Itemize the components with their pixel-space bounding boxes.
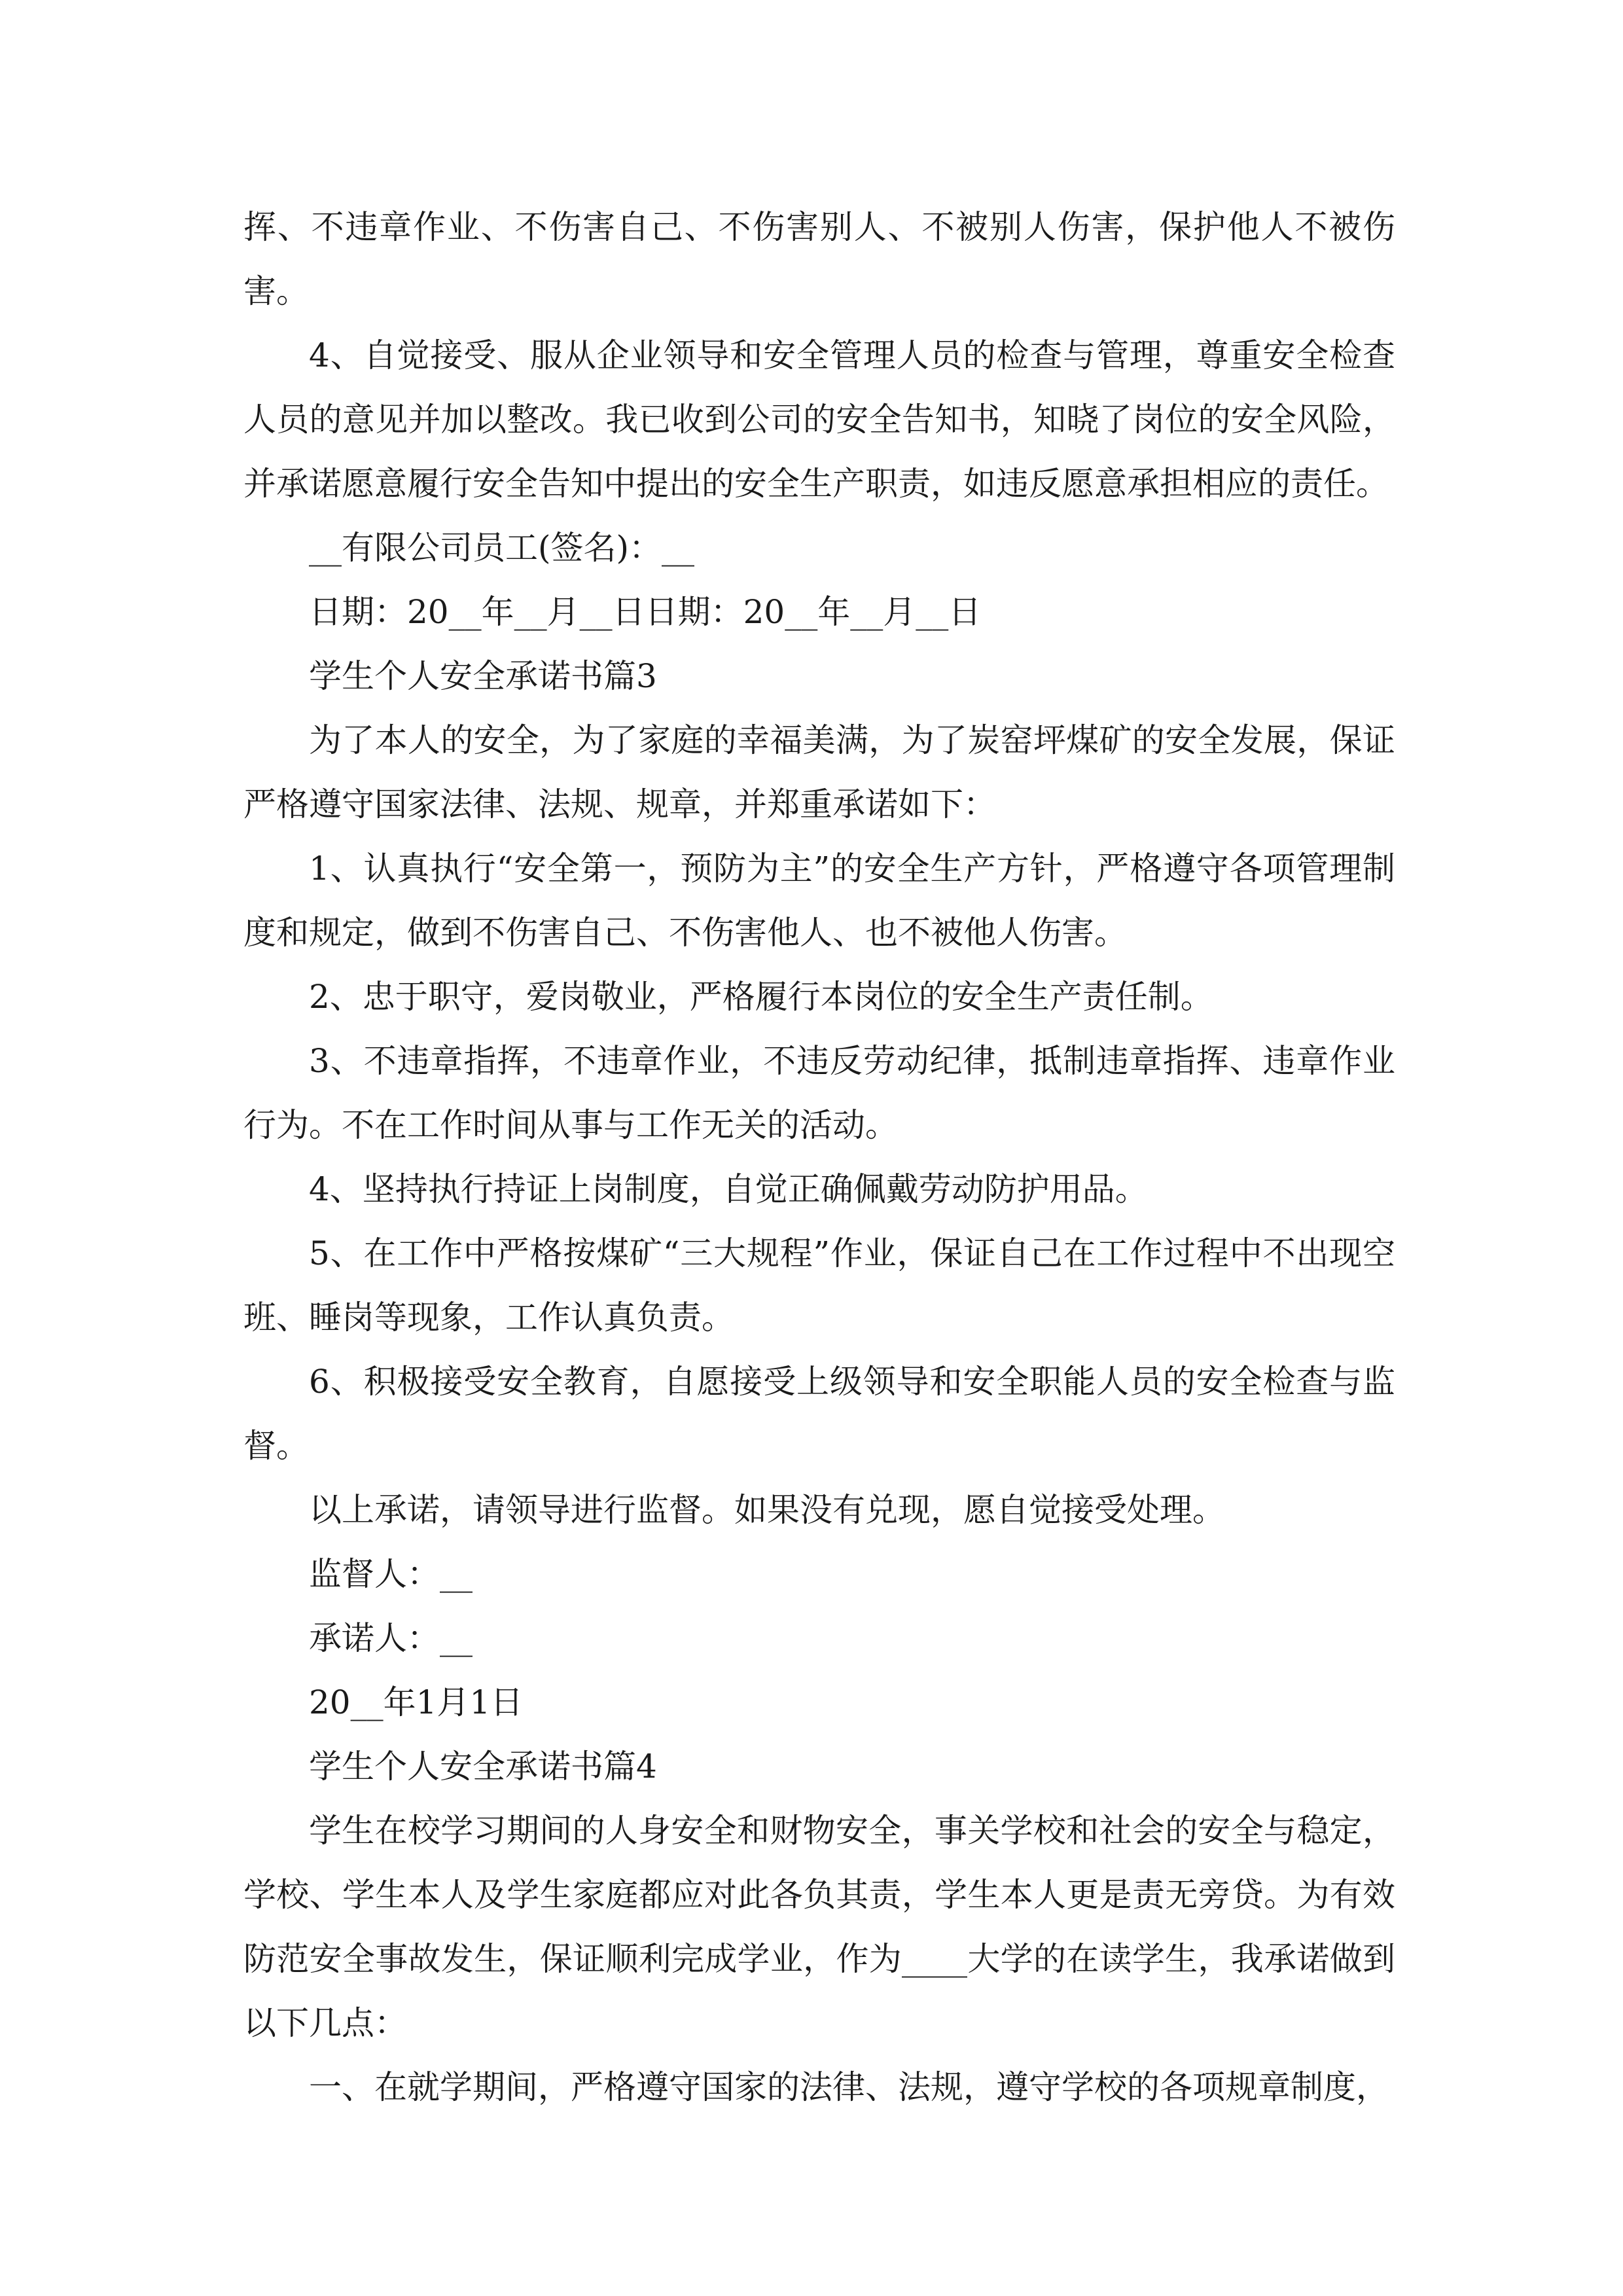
signature-line-employee: __有限公司员工(签名)：__	[309, 529, 695, 567]
paragraph-item-4: 4、坚持执行持证上岗制度，自觉正确佩戴劳动防护用品。	[309, 1170, 1148, 1208]
date-line: 日期：20__年__月__日日期：20__年__月__日	[309, 593, 982, 631]
date-line-2: 20__年1月1日	[309, 1683, 524, 1721]
supervisor-line: 监督人：__	[309, 1555, 473, 1593]
promisor-line: 承诺人：__	[309, 1619, 473, 1657]
paragraph-item-6: 6、积极接受安全教育，自愿接受上级领导和安全职能人员的安全检查与监督。	[243, 1363, 1395, 1465]
paragraph-intro-4: 学生在校学习期间的人身安全和财物安全，事关学校和社会的安全与稳定，学校、学生本人及学生家庭都应对此各负其责，学生本人更是责无旁贷。为有效防范安全事故发生，保证顺利完成学业，作为____大学的在读学生，我承诺做到以下几点：	[243, 1812, 1395, 2042]
paragraph-closing: 以上承诺，请领导进行监督。如果没有兑现，愿自觉接受处理。	[309, 1491, 1225, 1529]
paragraph-item-2: 2、忠于职守，爱岗敬业，严格履行本岗位的安全生产责任制。	[309, 978, 1213, 1016]
paragraph-intro-3: 为了本人的安全，为了家庭的幸福美满，为了炭窑坪煤矿的安全发展，保证严格遵守国家法律、法规、规章，并郑重承诺如下：	[243, 721, 1395, 823]
paragraph-item-5: 5、在工作中严格按煤矿“三大规程”作业，保证自己在工作过程中不出现空班、睡岗等现象，工作认真负责。	[243, 1234, 1395, 1336]
paragraph-continuation: 挥、不违章作业、不伤害自己、不伤害别人、不被别人伤害，保护他人不被伤害。	[243, 208, 1395, 310]
paragraph-item-one: 一、在就学期间，严格遵守国家的法律、法规，遵守学校的各项规章制度，	[309, 2068, 1389, 2106]
section-heading-3: 学生个人安全承诺书篇3	[309, 657, 657, 695]
paragraph-clause-4: 4、自觉接受、服从企业领导和安全管理人员的检查与管理，尊重安全检查人员的意见并加以整改。我已收到公司的安全告知书，知晓了岗位的安全风险，并承诺愿意履行安全告知中提出的安全生产职责，如违反愿意承担相应的责任。	[243, 336, 1395, 503]
document-body	[243, 195, 1395, 2119]
paragraph-item-3: 3、不违章指挥，不违章作业，不违反劳动纪律，抵制违章指挥、违章作业行为。不在工作时间从事与工作无关的活动。	[243, 1042, 1395, 1144]
section-heading-4: 学生个人安全承诺书篇4	[309, 1748, 657, 1785]
paragraph-item-1: 1、认真执行“安全第一，预防为主”的安全生产方针，严格遵守各项管理制度和规定，做到不伤害自己、不伤害他人、也不被他人伤害。	[243, 850, 1395, 952]
